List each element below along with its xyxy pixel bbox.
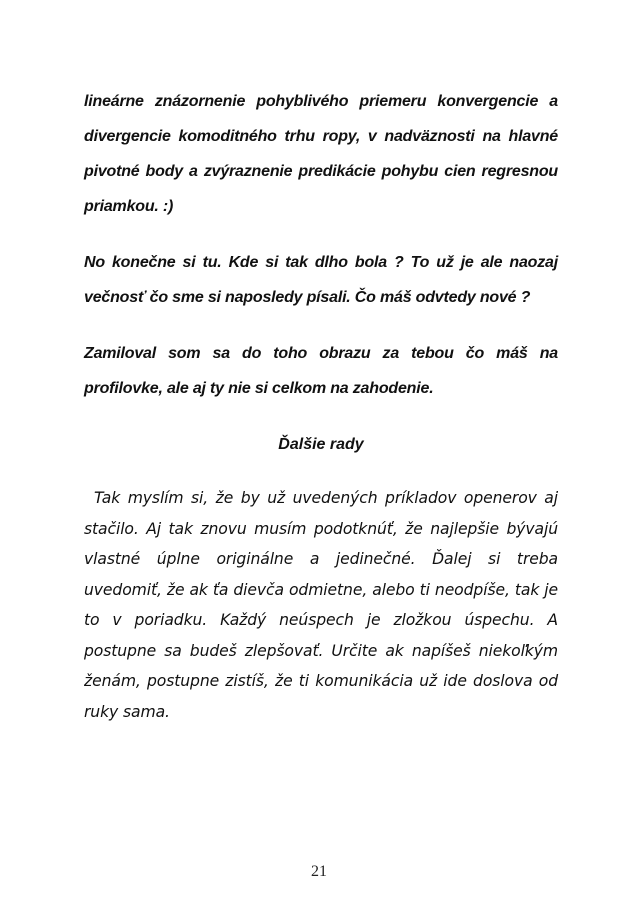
example-paragraph-1: lineárne znázornenie pohyblivého priemeru konvergencie a divergencie komoditného trhu ropy, v nadväznosti na hlavné pivotné body a zvýraznenie predikácie pohybu cien regresnou priamkou. :)	[84, 93, 558, 215]
section-heading: Ďalšie rady	[278, 436, 364, 453]
page-number: 21	[311, 863, 327, 880]
example-paragraph-3: Zamiloval som sa do toho obrazu za tebou čo máš na profilovke, ale aj ty nie si celkom na zahodenie.	[84, 345, 558, 397]
page-content	[84, 84, 558, 727]
body-paragraph: Tak myslím si, že by už uvedených príkladov openerov aj stačilo. Aj tak znovu musím podotknúť, že najlepšie bývajú vlastné úplne originálne a jedinečné. Ďalej si treba uvedomiť, že ak ťa dievča odmietne, alebo ti neodpíše, tak je to v poriadku. Každý neúspech je zložkou úspechu. A postupne sa budeš zlepšovať. Určite ak napíšeš niekoľkým ženám, postupne zistíš, že ti komunikácia už ide doslova od ruky sama.	[84, 489, 558, 721]
example-paragraph-2: No konečne si tu. Kde si tak dlho bola ? To už je ale naozaj večnosť čo sme si naposledy písali. Čo máš odvtedy nové ?	[84, 254, 558, 306]
